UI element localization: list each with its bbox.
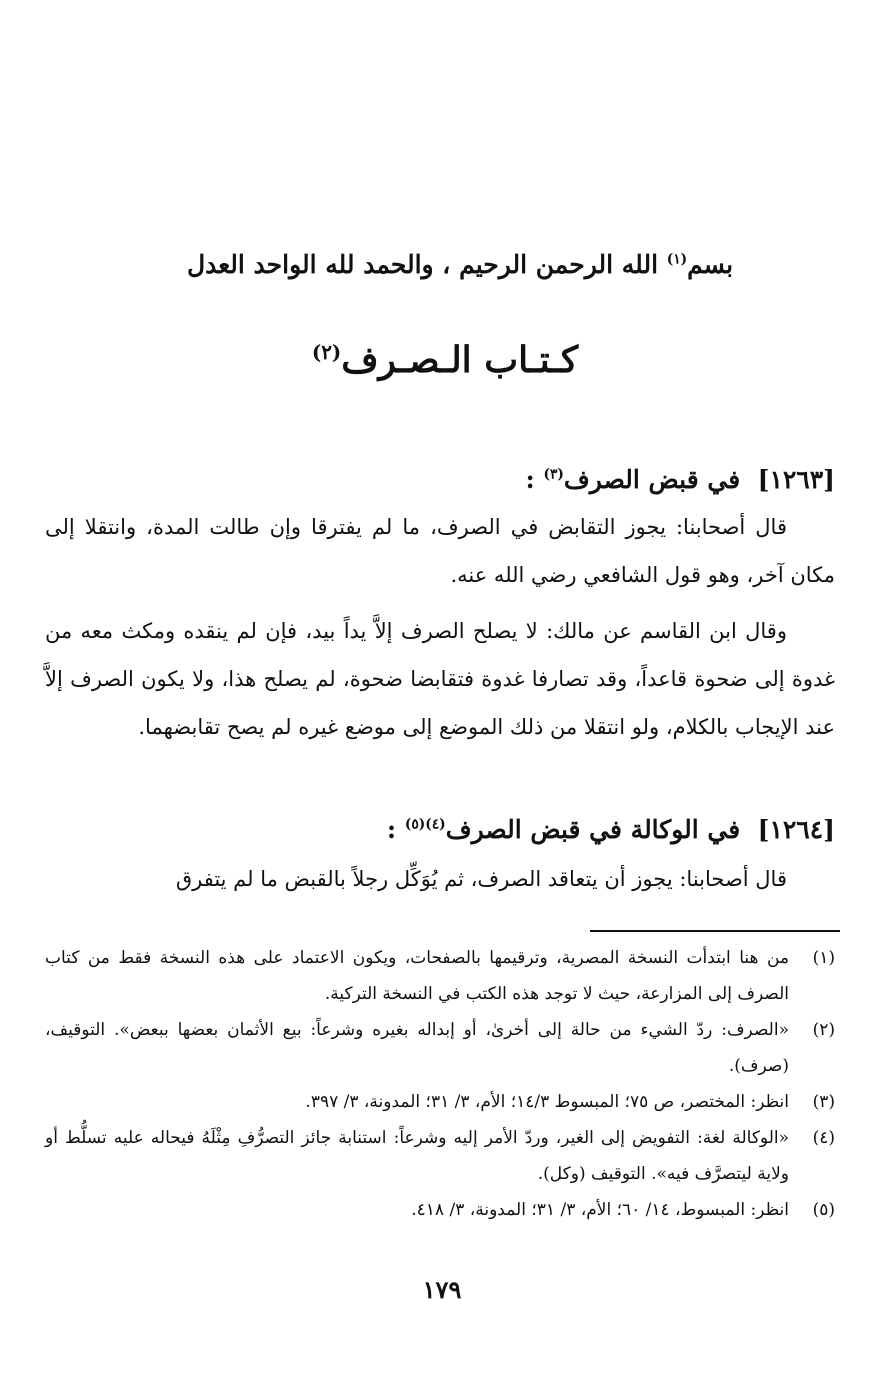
footnote-5 bbox=[45, 1192, 835, 1228]
footnote-number: (٣) bbox=[812, 1092, 835, 1112]
heading-colon: : bbox=[386, 815, 405, 844]
footnote-marker: (٢) bbox=[311, 340, 342, 364]
section-title: في قبض الصرف bbox=[563, 465, 741, 494]
footnote-text: «الصرف: ردّ الشيء من حالة إلى أخرىٰ، أو إبداله بغيره وشرعاً: بيع الأثمان بعضها ببعض». التوقيف، (صرف). bbox=[45, 1020, 789, 1076]
footnote-3 bbox=[45, 1084, 835, 1120]
paragraph: قال أصحابنا: يجوز أن يتعاقد الصرف، ثم يُوَكِّل رجلاً بالقبض ما لم يتفرق bbox=[175, 867, 787, 891]
basmala-rest: الله الرحمن الرحيم ، والحمد لله الواحد العدل bbox=[186, 250, 667, 279]
footnote-4 bbox=[45, 1120, 835, 1192]
footnote-text: انظر: المبسوط، ١٤/ ٦٠؛ الأم، ٣/ ٣١؛ المدونة، ٣/ ٤١٨. bbox=[411, 1200, 789, 1220]
footnote-text: «الوكالة لغة: التفويض إلى الغير، وردّ الأمر إليه وشرعاً: استنابة جائز التصرُّفِ مِثْلَهُ فيحاله عليه تسلُّط أو ولاية ليتصرَّف فيه». التوقيف (وكل). bbox=[45, 1128, 789, 1184]
footnote-number: (٢) bbox=[812, 1020, 835, 1040]
footnote-text: انظر: المختصر، ص ٧٥؛ المبسوط ١٤/٣؛ الأم، ٣/ ٣١؛ المدونة، ٣/ ٣٩٧. bbox=[305, 1092, 789, 1112]
footnote-text: من هنا ابتدأت النسخة المصرية، وترقيمها بالصفحات، ويكون الاعتماد على هذه النسخة فقط من كتاب الصرف إلى المزارعة، حيث لا توجد هذه الكتب في النسخة التركية. bbox=[45, 948, 789, 1004]
section-title: في الوكالة في قبض الصرف bbox=[445, 815, 741, 844]
footnote-marker: (٣) bbox=[543, 466, 564, 483]
footnote-number: (١) bbox=[812, 948, 835, 968]
footnote-number: (٤) bbox=[812, 1128, 835, 1148]
paragraph: وقال ابن القاسم عن مالك: لا يصلح الصرف إلاَّ يداً بيد، فإن لم ينقده ومكث معه من غدوة إلى ضحوة قاعداً، وقد تصارفا غدوة فتقابضا ضحوة، لم يصلح هذا، ولا يكون الصرف إلاَّ عند الإيجاب بالكلام، ولو انتقلا من ذلك الموضع إلى موضع غيره لم يصح تقابضهما. bbox=[45, 619, 835, 739]
footnote-separator bbox=[590, 930, 840, 932]
footnote-1 bbox=[45, 940, 835, 1012]
section-number: [١٢٦٣] bbox=[757, 465, 835, 494]
page-number: ١٧٩ bbox=[422, 1275, 462, 1304]
footnote-marker: (٤)(٥) bbox=[404, 816, 446, 833]
footnote-2 bbox=[45, 1012, 835, 1084]
paragraph: قال أصحابنا: يجوز التقابض في الصرف، ما لم يفترقا وإن طالت المدة، وانتقلا إلى مكان آخر، وهو قول الشافعي رضي الله عنه. bbox=[45, 515, 835, 587]
book-title-text: كـتـاب الـصـرف bbox=[341, 339, 579, 381]
basmala-start: بسم bbox=[687, 250, 734, 279]
heading-colon: : bbox=[525, 465, 544, 494]
footnote-number: (٥) bbox=[812, 1200, 835, 1220]
footnotes bbox=[45, 940, 835, 1228]
footnote-marker: (١) bbox=[666, 251, 688, 268]
section-number: [١٢٦٤] bbox=[757, 815, 835, 844]
book-title bbox=[250, 330, 640, 390]
section-heading-1264 bbox=[45, 808, 835, 852]
basmala-line bbox=[150, 243, 770, 287]
section-heading-1263 bbox=[45, 458, 835, 502]
